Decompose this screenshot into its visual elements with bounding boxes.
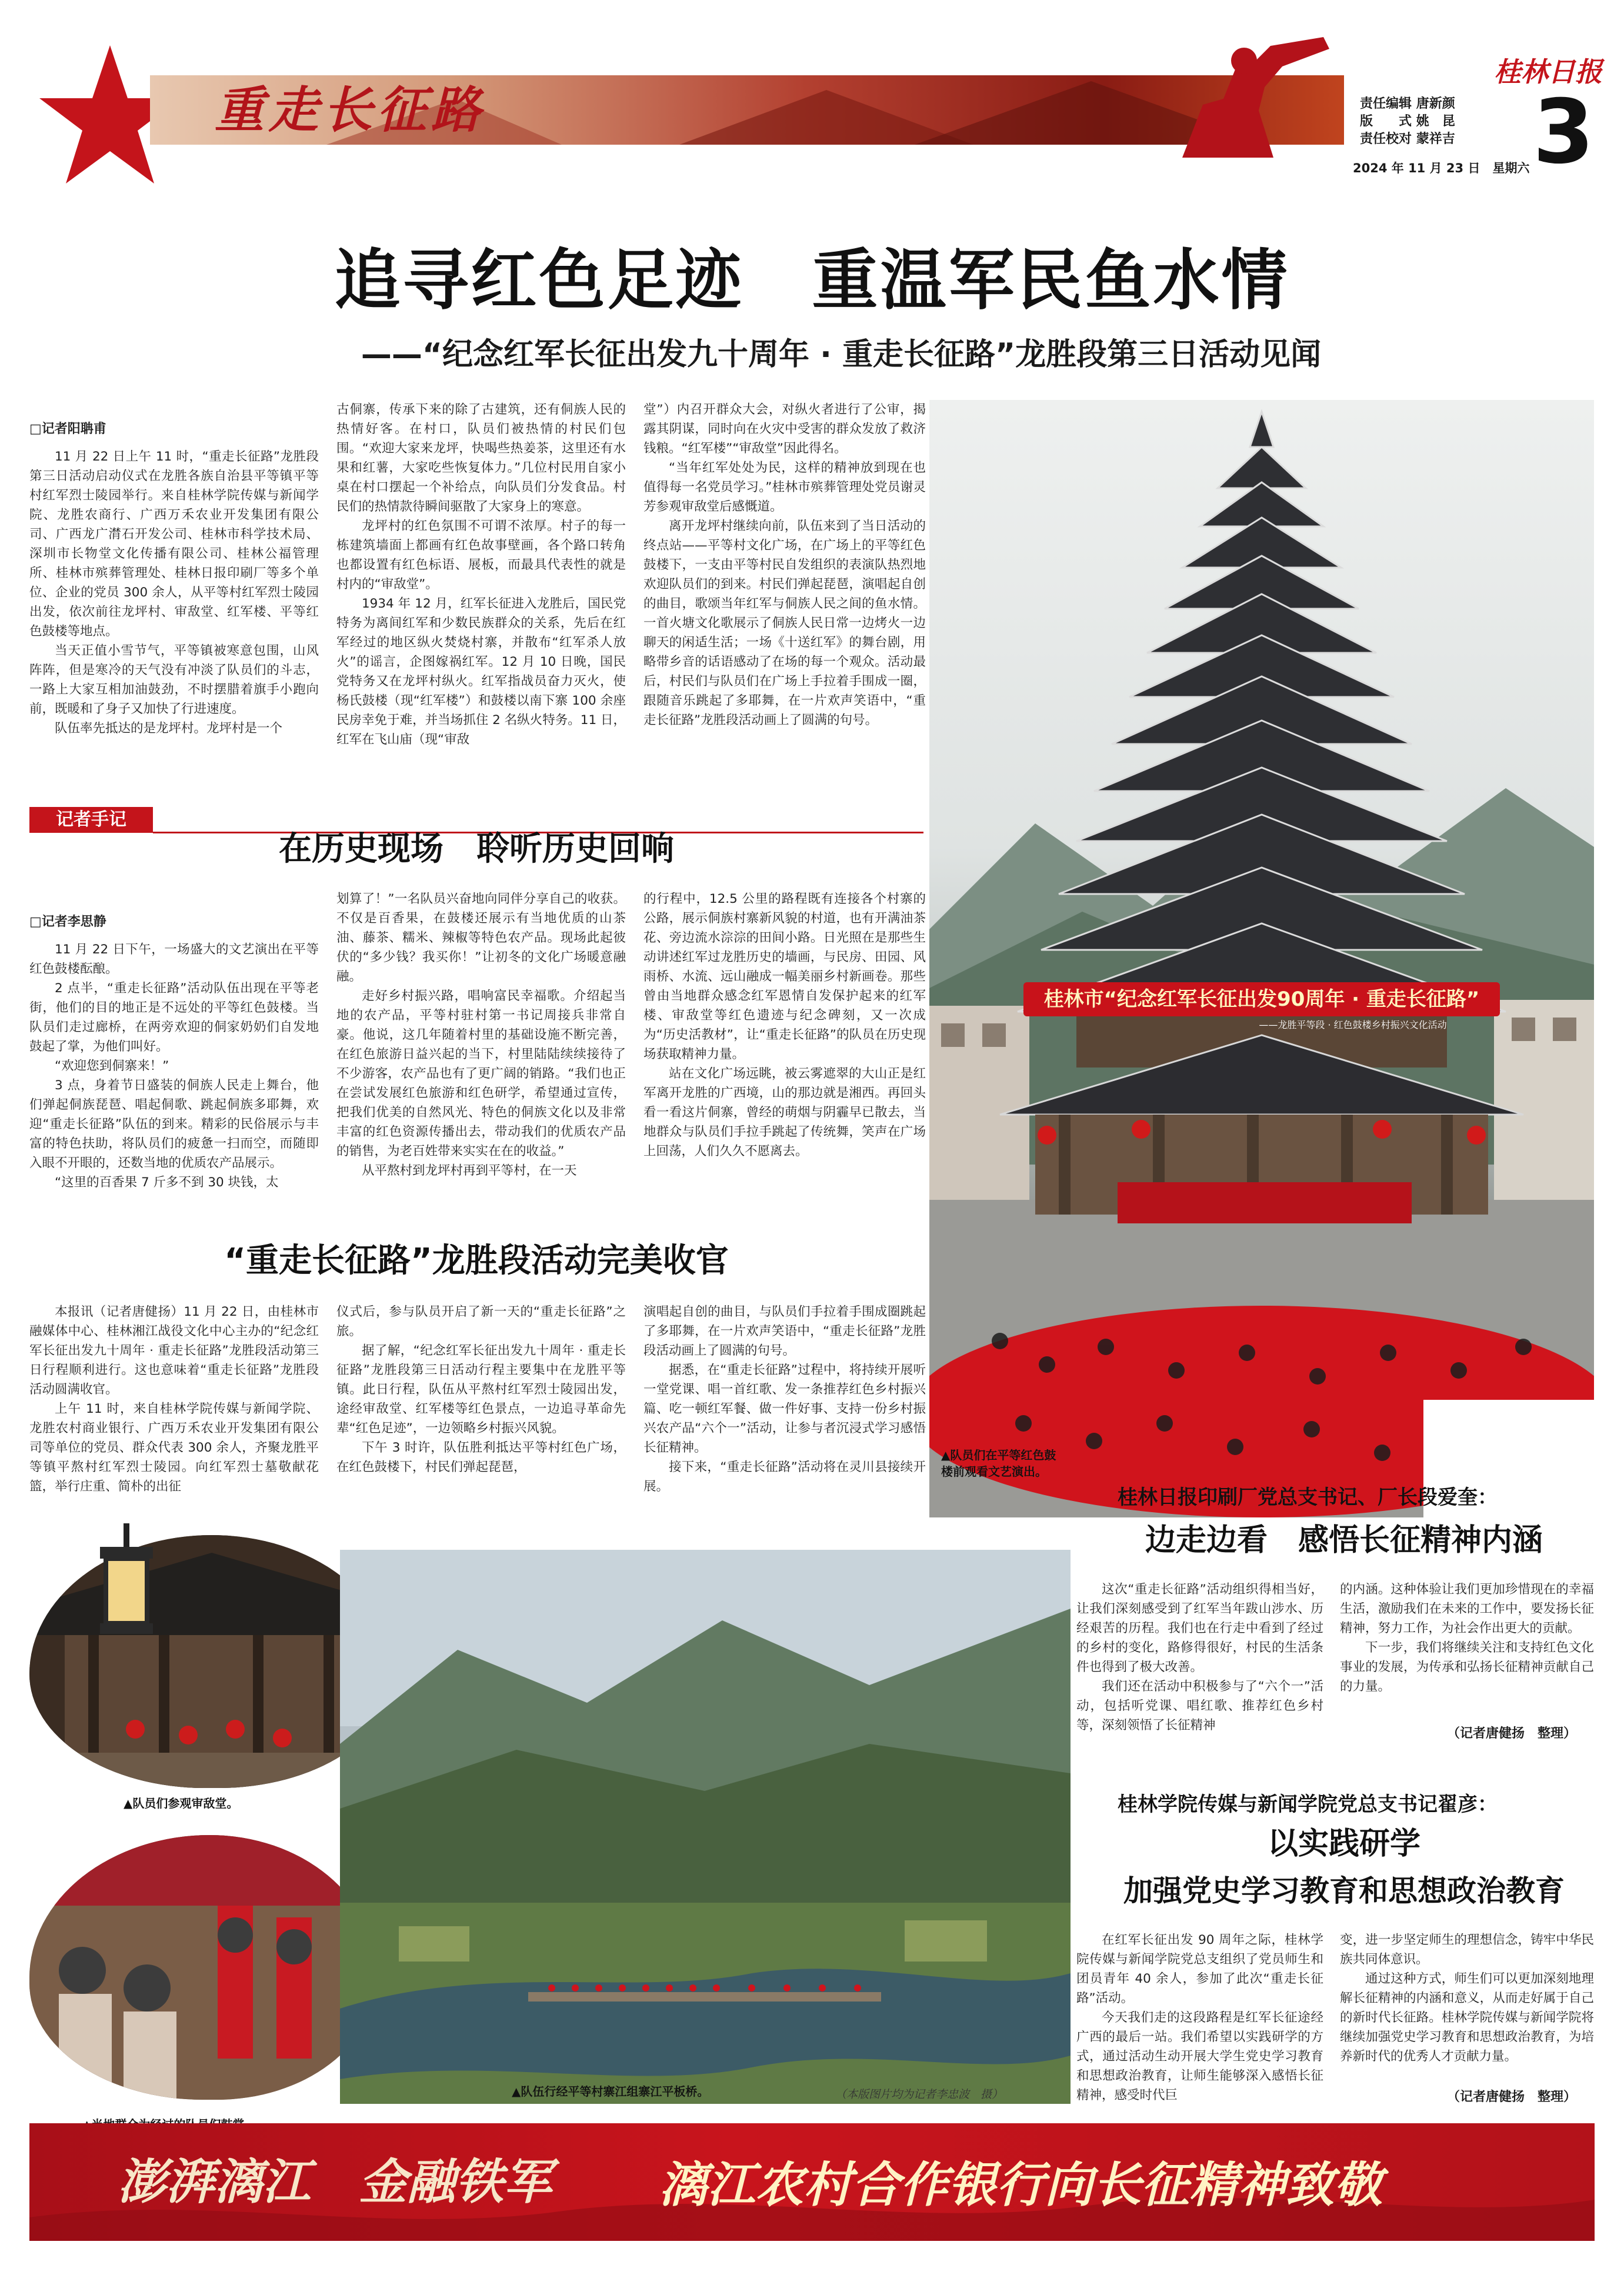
masthead xyxy=(0,0,1624,188)
lead-byline: □记者阳聃甫 xyxy=(29,422,106,436)
side2-column-1 xyxy=(1076,1930,1323,2107)
closing-column-3 xyxy=(643,1302,926,1532)
paragraph: 11 月 22 日上午 11 时，“重走长征路”龙胜段第三日活动启动仪式在龙胜各族自治县平等镇平等村红军烈士陵园举行。来自桂林学院传媒与新闻学院、龙胜农商行、广西万禾农业开发集团有限公司、广西龙广潸石开发公司、桂林市科学技术局、深圳市长物堂文化传播有限公司、桂林公福管理所、桂林市殡葬管理处、桂林日报印刷厂等多个单位、企业的党员 300 余人，从平等村红军烈士陵园出发，依次前往龙坪村、审敌堂、红军楼、平等红色鼓楼等地点。 xyxy=(29,449,319,639)
closing-column-1 xyxy=(29,1302,319,1532)
paragraph: 本报讯（记者唐健扬）11 月 22 日，由桂林市融媒体中心、桂林湘江战役文化中心主办的“纪念红军长征出发九十周年 · 重走长征路”龙胜段活动第三日行程顺利进行。这也意味着“重走长征路”龙胜段活动圆满收官。 xyxy=(29,1305,319,1397)
drum-tower-photo xyxy=(929,400,1594,1517)
paragraph: “当年红军处处为民，这样的精神放到现在也值得每一名党员学习。”桂林市殡葬管理处党员谢灵芳参观审敌堂后感慨道。 xyxy=(643,461,926,514)
paragraph: 演唱起自创的曲目，与队员们手拉着手围成圈跳起了多耶舞，在一片欢声笑语中，“重走长征路”龙胜段活动画上了圆满的句号。 xyxy=(643,1305,926,1358)
paragraph: 堂”）内召开群众大会，对纵火者进行了公审，揭露其阴谋，同时向在火灾中受害的群众发放了救济钱粮。“红军楼”“审敌堂”因此得名。 xyxy=(643,402,926,456)
paragraph: 的行程中，12.5 公里的路程既有连接各个村寨的公路，展示侗族村寨新风貌的村道，也有开满油茶花、旁边流水淙淙的田间小路。日光照在是那些生动讲述红军过龙胜历史的墙画，与民房、田园、风雨桥、水流、远山融成一幅美丽乡村新画卷。那些曾由当地群众感念红军恩情自发保护起来的红军楼、审敌堂等红色遗迹与纪念碑刻，又一次成为“历史活教材”，让“重走长征路”的队员在历史现场获取精神力量。 xyxy=(643,892,926,1062)
page-number: 3 xyxy=(1533,81,1595,184)
paragraph: 通过这种方式，师生们可以更加深刻地理解长征精神的内涵和意义，从而走好属于自己的新时代长征路。桂林学院传媒与新闻学院将继续加强党史学习教育和思想政治教育，为培养新时代的优秀人才贡献力量。 xyxy=(1340,1972,1594,2064)
side1-column-2 xyxy=(1340,1580,1594,1730)
paragraph: 在红军长征出发 90 周年之际，桂林学院传媒与新闻学院党总支组织了党员师生和团员青年 40 余人，参加了此次“重走长征路”活动。 xyxy=(1076,1933,1323,2006)
closing-column-2 xyxy=(336,1302,626,1532)
side2-column-2 xyxy=(1340,1930,1594,2084)
notes-column-1 xyxy=(29,940,319,1210)
lead-headline: 追寻红色足迹 重温军民鱼水情 xyxy=(334,242,1290,319)
paragraph: 离开龙坪村继续向前，队伍来到了当日活动的终点站——平等村文化广场，在广场上的平等红色鼓楼下，一支由平等村民自发组织的表演队热烈地欢迎队员们的到来。村民们弹起琵琶，演唱起自创的曲目，歌颂当年红军与侗族人民之间的鱼水情。一首火塘文化歌展示了侗族人民日常一边烤火一边聊天的闲适生活；一场《十送红军》的舞台剧，用略带乡音的话语感动了在场的每一个观众。活动最后，村民们与队员们在广场上手拉着手围成一圈，跟随音乐跳起了多耶舞，在一片欢声笑语中，“重走长征路”龙胜段活动画上了圆满的句号。 xyxy=(643,519,926,728)
lead-column-1 xyxy=(29,447,319,776)
staff-row: 版 式 姚 昆 xyxy=(1360,114,1455,129)
closing-headline: “重走长征路”龙胜段活动完美收官 xyxy=(224,1242,729,1280)
shendi-hall-caption: ▲队员们参观审敌堂。 xyxy=(124,1796,239,1810)
footer-banner xyxy=(29,2123,1595,2241)
bridge-caption: ▲队伍行经平等村寨江组寨江平板桥。 xyxy=(512,2084,709,2099)
side1-credit: （记者唐健扬 整理） xyxy=(1447,1726,1577,1741)
paragraph: 接下来，“重走长征路”活动将在灵川县接续开展。 xyxy=(643,1460,926,1494)
side2-kicker: 桂林学院传媒与新闻学院党总支书记翟彦： xyxy=(1118,1793,1498,1816)
paragraph: 据了解，“纪念红军长征出发九十周年 · 重走长征路”龙胜段第三日活动行程主要集中在龙胜平等镇。此日行程，队伍从平熬村红军烈士陵园出发，途经审敌堂、红军楼等红色景点，一边追寻革命先辈“红色足迹”，一边领略乡村振兴风貌。 xyxy=(336,1343,626,1436)
bridge-photo xyxy=(340,1550,1071,2104)
paragraph: 今天我们走的这段路程是红军长征途经广西的最后一站。我们希望以实践研学的方式，通过活动生动开展大学生党史学习教育和思想政治教育，让师生能够深入感悟长征精神，感受时代巨 xyxy=(1076,2010,1323,2103)
side1-column-1 xyxy=(1076,1580,1323,1756)
footer-headline: 漓江农村合作银行向长征精神致敬 xyxy=(659,2157,1382,2213)
side1-headline: 边走边看 感悟长征精神内涵 xyxy=(1145,1522,1543,1558)
paragraph: 2 点半，“重走长征路”活动队伍出现在平等老街，他们的目的地正是不远处的平等红色鼓楼。当队员们走过廊桥，在两旁欢迎的侗家奶奶们自发地鼓起了掌，为他们叫好。 xyxy=(29,981,319,1054)
paper-name: 桂林日报 xyxy=(1494,56,1602,88)
notes-headline: 在历史现场 聆听历史回响 xyxy=(279,830,674,868)
paragraph: 古侗寨，传承下来的除了古建筑，还有侗族人民的热情好客。在村口，队员们被热情的村民们包围。“欢迎大家来龙坪，快喝些热姜茶，这里还有水果和红薯，大家吃些恢复体力。”几位村民用自家小桌在村口摆起一个补给点，向队员们分发食品。村民们的热情款待瞬间驱散了大家身上的寒意。 xyxy=(336,402,626,514)
paragraph: 下午 3 时许，队伍胜利抵达平等村红色广场，在红色鼓楼下，村民们弹起琵琶， xyxy=(336,1440,626,1475)
paragraph: 走好乡村振兴路，唱响富民幸福歌。介绍起当地的农产品，平等村驻村第一书记周接兵非常自豪。他说，这几年随着村里的基础设施不断完善，在红色旅游日益兴起的当下，村里陆陆续续接待了不少游客，农产品也有了更广阔的销路。“我们也正在尝试发展红色旅游和红色研学，希望通过宣传，把我们优美的自然风光、特色的侗族文化以及非常丰富的红色资源传播出去，带动我们的优质农产品的销售，为老百姓带来实实在在的收益。” xyxy=(336,989,626,1159)
paragraph: 当天正值小雪节气，平等镇被寒意包围，山风阵阵，但是寒冷的天气没有冲淡了队员们的斗志，一路上大家互相加油鼓劲，不时摆腊着旗手小跑向前，既暖和了身子又加快了行进速度。 xyxy=(29,643,319,716)
paragraph: “这里的百香果 7 斤多不到 30 块钱，太 xyxy=(55,1175,279,1190)
side2-headline-line2: 加强党史学习教育和思想政治教育 xyxy=(1123,1873,1565,1908)
notes-byline: □记者李思静 xyxy=(29,915,106,929)
paragraph: 变，进一步坚定师生的理想信念，铸牢中华民族共同体意识。 xyxy=(1340,1933,1594,1967)
notes-column-2 xyxy=(336,889,626,1210)
tower-banner-subtext: ——龙胜平等段 · 红色鼓楼乡村振兴文化活动 xyxy=(1259,1019,1447,1030)
lead-column-2 xyxy=(336,400,626,776)
paragraph: 我们还在活动中积极参与了“六个一”活动，包括听党课、唱红歌、推荐红色乡村等，深刻领悟了长征精神 xyxy=(1076,1679,1323,1733)
paragraph: 从平熬村到龙坪村再到平等村，在一天 xyxy=(362,1163,577,1178)
paragraph: 上午 11 时，来自桂林学院传媒与新闻学院、龙胜农村商业银行、广西万禾农业开发集团有限公司等单位的党员、群众代表 300 余人，齐聚龙胜平等镇平熬村红军烈士陵园。向红军烈士墓敬献花篮，举行庄重、简朴的出征 xyxy=(29,1402,319,1494)
notes-tag-label: 记者手记 xyxy=(56,809,126,830)
paragraph: 这次“重走长征路”活动组织得相当好，让我们深刻感受到了红军当年跋山涉水、历经艰苦的历程。我们也在行走中看到了经过的乡村的变化，路修得很好，村民的生活条件也得到了极大改善。 xyxy=(1076,1582,1323,1674)
paragraph: 站在文化广场远眺，被云雾遮翠的大山正是红军离开龙胜的广西境，山的那边就是湘西。再回头看一看这片侗寨，曾经的萌烟与阴霾早已散去，当地群众与队员们手拉手跳起了传统舞，笑声在广场上回荡，人们久久不愿离去。 xyxy=(643,1066,926,1159)
side2-headline-line1: 以实践研学 xyxy=(1267,1826,1420,1862)
staff-row: 责任编辑 唐新颜 xyxy=(1360,96,1455,111)
bugler-silhouette-icon xyxy=(1147,34,1341,158)
footer-slogan: 澎湃漓江 金融铁军 xyxy=(118,2154,552,2210)
drum-tower-caption: ▲队员们在平等红色鼓楼前观看文艺演出。 xyxy=(941,1448,1056,1479)
paragraph: 仪式后，参与队员开启了新一天的“重走长征路”之旅。 xyxy=(336,1305,626,1339)
side2-credit: （记者唐健扬 整理） xyxy=(1447,2090,1577,2104)
notes-column-3 xyxy=(643,889,926,1210)
villagers-photo xyxy=(29,1835,376,2100)
paragraph: 3 点，身着节日盛装的侗族人民走上舞台，他们弹起侗族琵琶、唱起侗歌、跳起侗族多耶舞，欢迎“重走长征路”队伍的到来。精彩的民俗展示与丰富的特色扶助，将队员们的疲惫一扫而空，而随即入眼不开眼的，还数当地的优质农产品展示。 xyxy=(29,1078,319,1170)
paragraph: 据悉，在“重走长征路”过程中，将持续开展听一堂党课、唱一首红歌、发一条推荐红色乡村振兴篇、吃一顿红军餐、做一件好事、支持一份乡村振兴农产品“六个一”活动，让参与者沉浸式学习感悟长征精神。 xyxy=(643,1363,926,1455)
tower-banner-text: 桂林市“纪念红军长征出发90周年 · 重走长征路” xyxy=(1043,988,1480,1011)
staff-row: 责任校对 蒙祥吉 xyxy=(1360,132,1455,146)
paragraph: 龙坪村的红色氛围不可谓不浓厚。村子的每一栋建筑墙面上都画有红色故事壁画，各个路口转角也都设置有红色标语、展板，而最具代表性的就是村内的“审敌堂”。 xyxy=(336,519,626,592)
paragraph: 1934 年 12 月，红军长征进入龙胜后，国民党特务为离间红军和少数民族群众的关系，先后在红军经过的地区纵火焚烧村寨，并散布“红军杀人放火”的谣言，企图嫁祸红军。12 月 10 日晚，国民党特务又在龙坪村纵火。红军指战员奋力灭火，使杨氏鼓楼（现“红军楼”）和鼓楼以南下寨 100 余座民房幸免于难，并当场抓住 2 名纵火特务。11 日，红军在飞山庙（现“审敌 xyxy=(336,596,626,747)
paragraph: 的内涵。这种体验让我们更加珍惜现在的幸福生活，激励我们在未来的工作中，要发扬长征精神，努力工作，为社会作出更大的贡献。 xyxy=(1340,1582,1594,1636)
paragraph: 队伍率先抵达的是龙坪村。龙坪村是一个 xyxy=(55,721,283,736)
issue-date: 2024 年 11 月 23 日 星期六 xyxy=(1353,161,1530,175)
paragraph: 划算了！”一名队员兴奋地向同伴分享自己的收获。不仅是百香果，在鼓楼还展示有当地优质的山茶油、藤茶、糯米、辣椒等特色农产品。现场此起彼伏的“多少钱？我买你！”让初冬的文化广场暖意融融。 xyxy=(336,892,626,984)
paragraph: 下一步，我们将继续关注和支持红色文化事业的发展，为传承和弘扬长征精神贡献自己的力量。 xyxy=(1340,1640,1594,1694)
paragraph: “欢迎您到侗寨来！” xyxy=(55,1059,169,1073)
side1-kicker: 桂林日报印刷厂党总支书记、厂长段爱奎： xyxy=(1118,1486,1498,1509)
lantern-icon xyxy=(82,1523,171,1647)
lead-column-3 xyxy=(643,400,926,776)
drum-tower-illustration xyxy=(929,400,1594,1517)
photo-credit: （本版图片均为记者李忠波 摄） xyxy=(835,2088,1003,2101)
staff-list xyxy=(1360,95,1489,148)
section-title: 重走长征路 xyxy=(215,81,486,139)
lead-subheadline: ——“纪念红军长征出发九十周年 · 重走长征路”龙胜段第三日活动见闻 xyxy=(361,337,1322,372)
paragraph: 11 月 22 日下午，一场盛大的文艺演出在平等红色鼓楼酝酿。 xyxy=(29,942,319,976)
